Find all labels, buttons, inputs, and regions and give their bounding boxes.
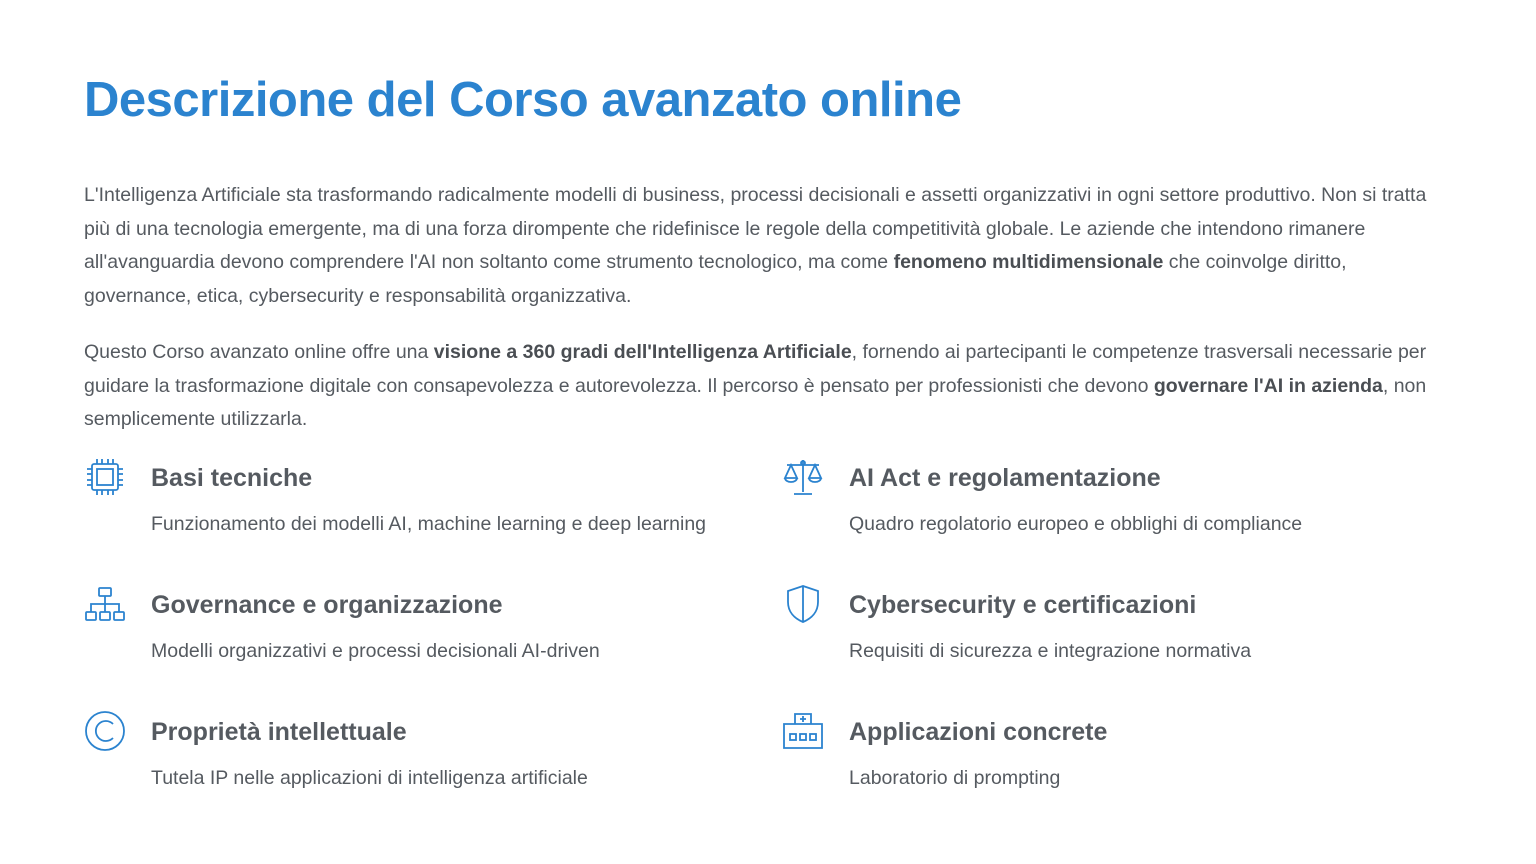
feature-desc: Quadro regolatorio europeo e obblighi di compliance [849,513,1303,535]
feature-title: Proprietà intellettuale [151,718,407,746]
feature-desc: Tutela IP nelle applicazioni di intelligenza artificiale [151,767,588,789]
intro-text-2: che coinvolge diritto, governance, etica, cybersecurity e responsabilità organizzativa. [84,251,1347,307]
page-title: Descrizione del Corso avanzato online [84,73,962,127]
course-text-3: , non semplicemente utilizzarla. [84,374,1427,430]
feature-title: Applicazioni concrete [849,718,1108,746]
feature-title: Basi tecniche [151,464,313,492]
intro-bold-1: fenomeno multidimensionale [893,251,1164,273]
feature-basi-tecniche [84,454,782,581]
course-text-1: Questo Corso avanzato online offre una [84,341,434,363]
feature-grid [84,454,1464,835]
course-bold-1: visione a 360 gradi dell'Intelligenza Artificiale [433,341,852,363]
scales-icon [782,456,824,498]
intro-paragraph [84,179,1452,313]
intro-text-1: L'Intelligenza Artificiale sta trasformando radicalmente modelli di business, processi decisionali e assetti organizzativi in ogni settore produttivo. Non si tratta più di una tecnologia emergente, ma di una forza dirompente che ridefinisce le regole della competitività globale. Le aziende che intendono rimanere all'avanguardia devono comprendere l'AI non soltanto come strumento tecnologico, ma come [84,184,1427,273]
copyright-icon [84,710,126,752]
org-chart-icon [84,583,126,625]
feature-desc: Modelli organizzativi e processi decisionali AI-driven [151,640,600,662]
feature-title: Governance e organizzazione [151,591,503,619]
feature-title: AI Act e regolamentazione [849,464,1161,492]
feature-governance [84,581,782,708]
course-bold-2: governare l'AI in azienda [1153,374,1383,397]
course-text-2: , fornendo ai partecipanti le competenze trasversali necessarie per guidare la trasformazione digitale con consapevolezza e autorevolezza. Il percorso è pensato per professionisti che devono [84,341,1427,397]
feature-title: Cybersecurity e certificazioni [849,591,1197,619]
course-paragraph [84,336,1452,437]
feature-desc: Requisiti di sicurezza e integrazione normativa [849,640,1252,662]
feature-desc: Funzionamento dei modelli AI, machine learning e deep learning [151,513,707,535]
feature-ai-act [782,454,1464,581]
feature-cybersecurity [782,581,1464,708]
feature-proprieta [84,708,782,835]
feature-applicazioni [782,708,1464,835]
hospital-icon [782,710,824,752]
feature-desc: Laboratorio di prompting [849,767,1061,789]
chip-icon [84,456,126,498]
shield-icon [782,583,824,625]
